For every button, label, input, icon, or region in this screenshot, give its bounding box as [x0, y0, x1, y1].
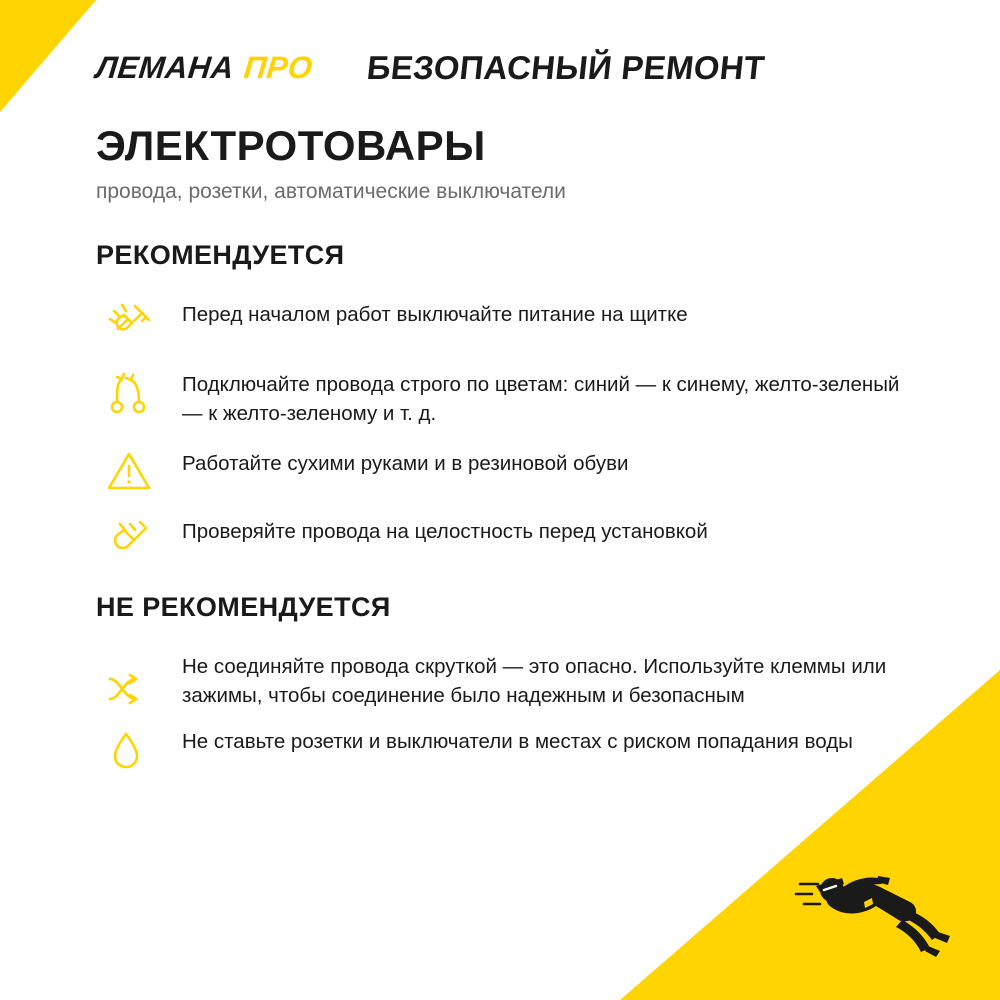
- top-left-corner-decoration: [0, 0, 96, 112]
- list-item: [96, 448, 916, 494]
- section-not-recommended: [96, 592, 916, 794]
- plug-check-icon: [96, 516, 182, 564]
- twisted-wires-icon: [96, 651, 182, 709]
- brand-logo: [96, 50, 313, 86]
- list-item: [96, 726, 916, 774]
- list-item-text: Перед началом работ выключайте питание на щитке: [182, 303, 688, 326]
- page-title: ЭЛЕКТРОТОВАРЫ: [96, 122, 486, 169]
- list-item-text: Проверяйте провода на целостность перед установкой: [182, 520, 708, 543]
- wire-colors-icon: [96, 369, 182, 421]
- header-title: БЕЗОПАСНЫЙ РЕМОНТ: [364, 49, 767, 86]
- section-not-recommended-title: НЕ РЕКОМЕНДУЕТСЯ: [96, 592, 391, 622]
- logo-lemana-text: ЛЕМАНА: [94, 50, 236, 85]
- page-subtitle: провода, розетки, автоматические выключатели: [96, 180, 566, 203]
- plug-disconnect-icon: [96, 299, 182, 347]
- header: [96, 40, 940, 96]
- list-item: [96, 299, 916, 347]
- warning-triangle-icon: [96, 448, 182, 494]
- list-item-text: Не соединяйте провода скруткой — это опасно. Используйте клеммы или зажимы, чтобы соединение было надежным и безопасным: [182, 655, 887, 707]
- list-item: [96, 369, 916, 428]
- list-item-text: Работайте сухими руками и в резиновой обуви: [182, 452, 629, 475]
- logo-pro-text: ПРО: [242, 50, 315, 85]
- water-drop-icon: [96, 726, 182, 774]
- list-item-text: Подключайте провода строго по цветам: синий — к синему, желто-зеленый — к желто-зеленому и т. д.: [182, 373, 900, 425]
- list-item: [96, 516, 916, 564]
- list-item: [96, 651, 916, 710]
- section-recommended: [96, 240, 916, 586]
- section-recommended-title: РЕКОМЕНДУЕТСЯ: [96, 240, 345, 270]
- list-item-text: Не ставьте розетки и выключатели в местах с риском попадания воды: [182, 730, 853, 753]
- flying-worker-mascot: [790, 844, 960, 964]
